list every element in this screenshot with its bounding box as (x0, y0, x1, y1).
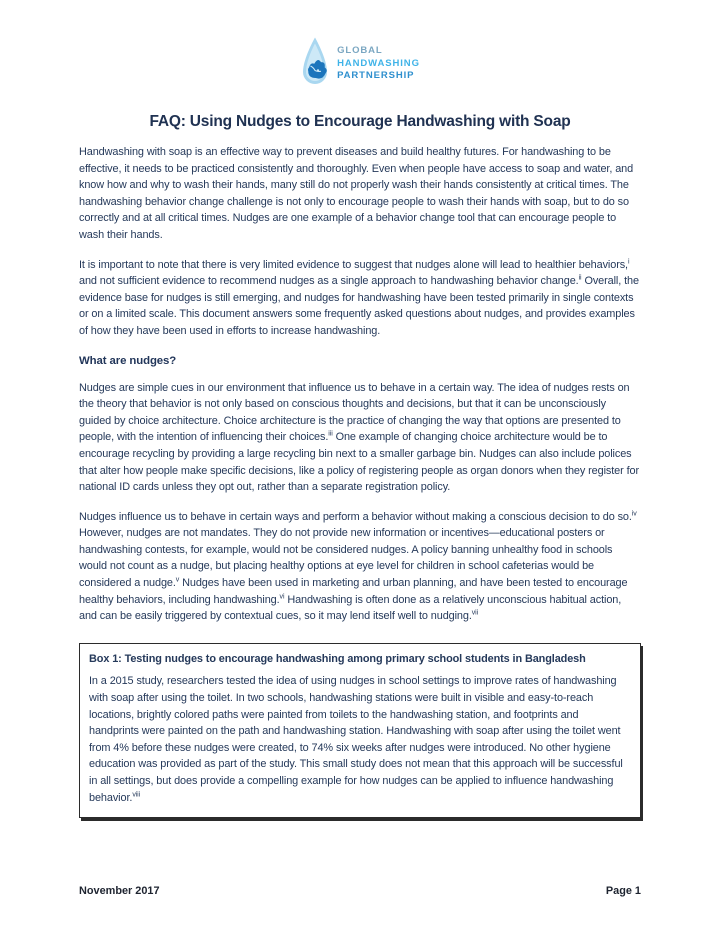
water-drop-hands-icon (300, 36, 330, 93)
footer-page-number: Page 1 (605, 885, 641, 897)
footnote-reference: iv (631, 510, 637, 518)
global-handwashing-partnership-logo (79, 34, 641, 94)
intro-paragraph-1: Handwashing with soap is an effective way to prevent diseases and build healthy futures. For handwashing to be effective, it needs to be practiced consistently and thoroughly. Even when people have access to soap and water, and know how and why to wash their hands, many still do not properly wash their hands consistently at critical times. The handwashing behavior change challenge is not only to encourage people to wash their hands with soap, but to do so correctly and at all critical times. Nudges are one example of a behavior change tool that can encourage people to wash their hands. (79, 146, 634, 241)
box-1-title: Box 1: Testing nudges to encourage handwashing among primary school students in Bangladesh (89, 652, 586, 665)
box-1-bangladesh-case-study (79, 643, 641, 818)
footnote-reference: vi (279, 593, 285, 601)
footnote-reference: vii (471, 609, 479, 617)
footnote-reference: i (628, 257, 630, 265)
footnote-reference: viii (132, 790, 141, 798)
document-body (79, 144, 641, 818)
nudges-definition-paragraph: Nudges are simple cues in our environment that influence us to behave in a certain way. The idea of nudges rests on the theory that behavior is not only based on conscious thoughts and decisions, but that it can be unconsciously guided by choice architecture. Choice architecture is the practice of changing the way that options are presented to people, with the intention of influencing their choices.$^{iii}$ One example of changing choice architecture would be to encourage recycling by providing a large recycling bin next to a smaller garbage bin. Nudges can also include polices that alter how people make specific decisions, like a policy of registering people as organ donors when they register for national ID cards unless they opt out, rather than a separate registration policy. (79, 381, 639, 494)
logo-wordmark (337, 45, 420, 82)
footnote-reference: ii (578, 274, 582, 282)
page-title: FAQ: Using Nudges to Encourage Handwashing with Soap (149, 113, 571, 130)
nudges-behavior-paragraph: Nudges influence us to behave in certain ways and perform a behavior without making a conscious decision to do so.$^{iv}$ However, nudges are not mandates. They do not provide new information or incentives—educational posters or handwashing contests, for example, would not be considered nudges. A policy banning unhealthy food in schools would not count as a nudge, but placing healthy options at eye level for children in school cafeterias would be considered a nudge.$^v$ Nudges have been used in marketing and urban planning, and have been tested to encourage healthy behaviors, including handwashing.$^{vi}$ Handwashing is often done as a relatively unconscious habitual action, and can be easily triggered by contextual cues, so it may lend itself well to nudging.$^{vii}$ (79, 510, 637, 623)
footnote-reference: v (175, 576, 180, 584)
page-footer (79, 885, 641, 897)
footnote-reference: iii (328, 430, 333, 438)
logo-word-handwashing: HANDWASHING (337, 57, 420, 69)
box-1-body: In a 2015 study, researchers tested the idea of using nudges in school settings to improve rates of handwashing with soap after using the toilet. In two schools, handwashing stations were built in visible and easy-to-reach locations, brightly colored paths were painted from toilets to the handwashing station, and footprints and handprints were painted on the path and handwashing station. Handwashing with soap after using the toilet went from 4% before these nudges were created, to 74% six weeks after nudges were introduced. No other hygiene education was provided as part of the study. This small study does not mean that this approach will be successful in all settings, but does provide a compelling example for how nudges can be applied to influence handwashing behavior.$^{viii}$ (89, 675, 623, 804)
intro-paragraph-2: It is important to note that there is very limited evidence to suggest that nudges alone will lead to healthier behaviors,$^i$ and not sufficient evidence to recommend nudges as a single approach to handwashing behavior change.$^{ii}$ Overall, the evidence base for nudges is still emerging, and nudges for handwashing have been tested primarily in single contexts or on a limited scale. This document answers some frequently asked questions about nudges, and provides examples of how they have been used in efforts to increase handwashing. (79, 257, 639, 337)
section-heading-what-are-nudges: What are nudges? (79, 354, 177, 367)
logo-word-global: GLOBAL (337, 45, 383, 57)
logo-word-partnership: PARTNERSHIP (337, 70, 415, 82)
footer-date: November 2017 (79, 885, 160, 897)
